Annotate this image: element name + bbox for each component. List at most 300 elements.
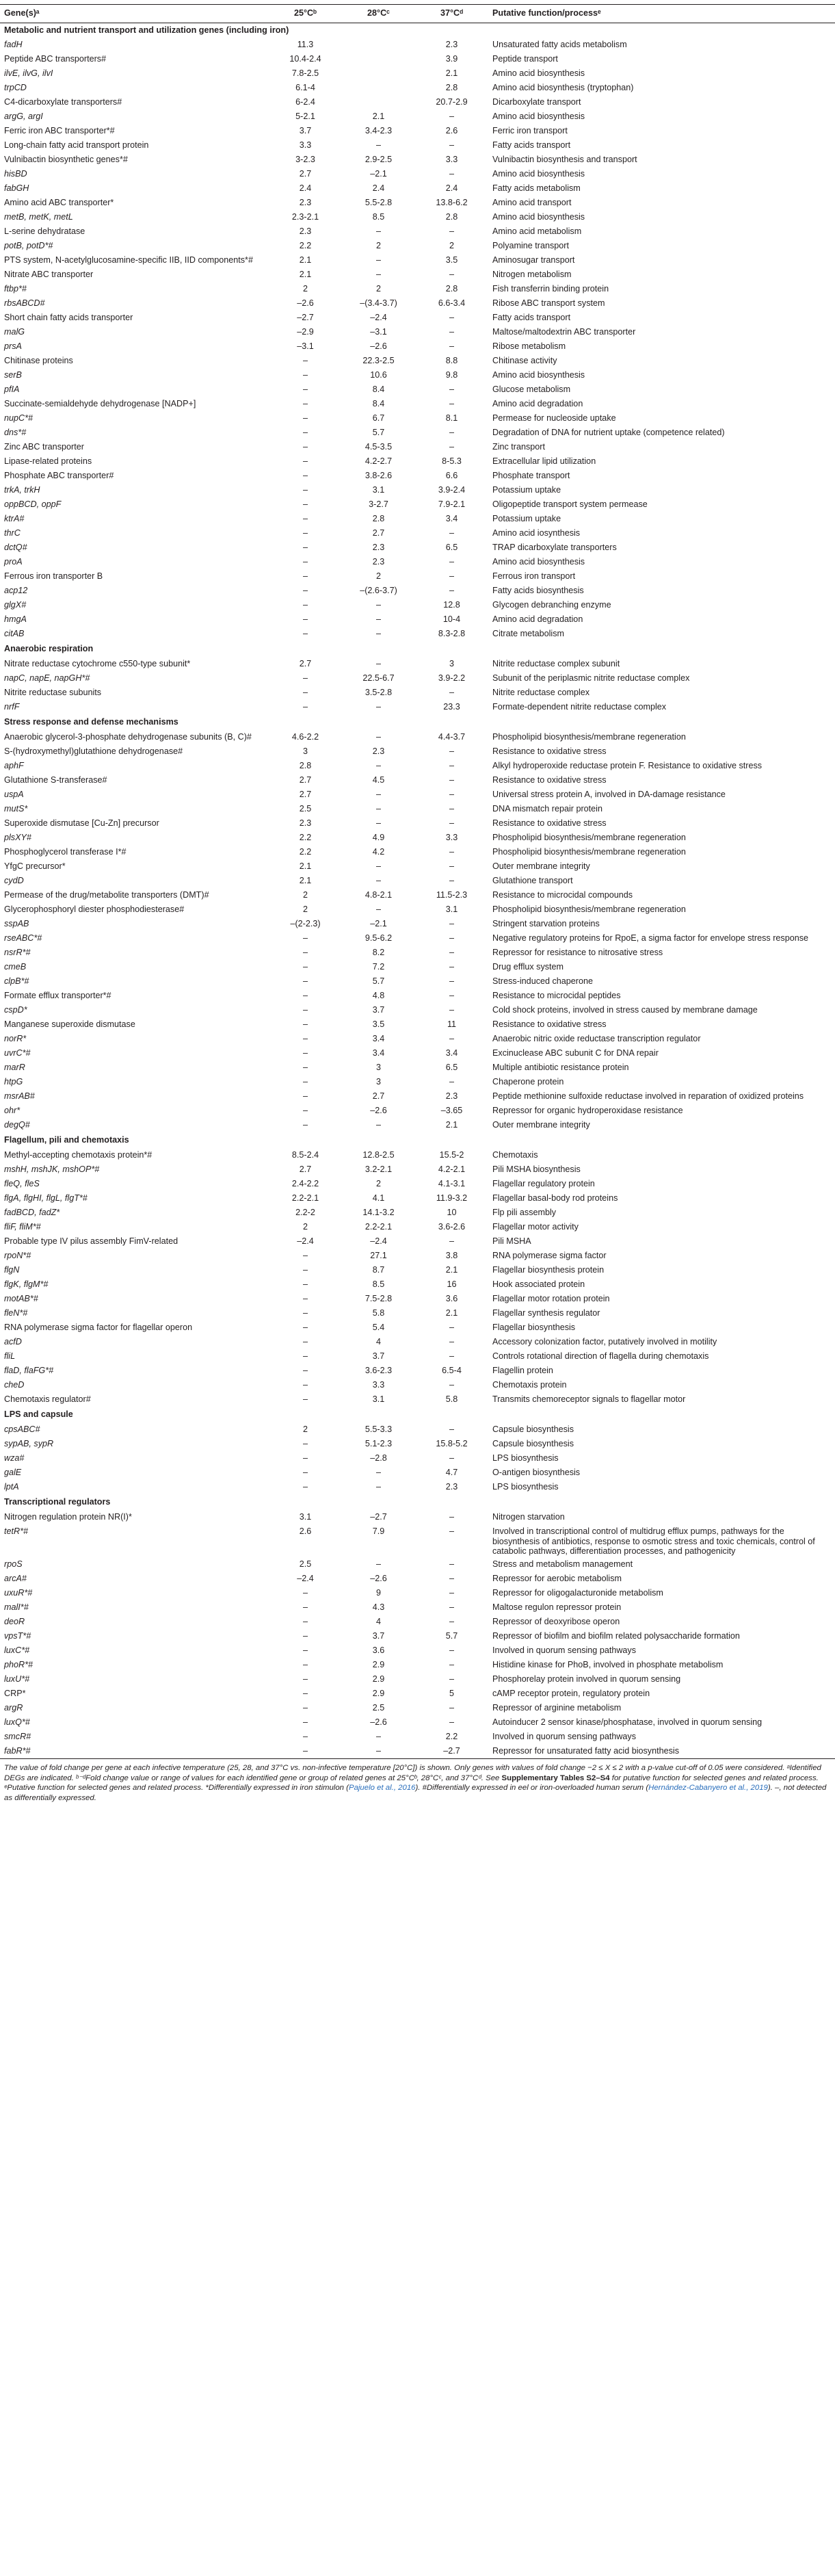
fold-change-25c: 2.6 — [299, 1526, 312, 1537]
function-cell: Alkyl hydroperoxide reductase protein F. Resistance to oxidative stress — [492, 761, 763, 771]
fold-change-25c: – — [302, 413, 308, 424]
function-cell: Resistance to microcidal compounds — [492, 890, 633, 900]
fold-change-25c: – — [302, 356, 308, 366]
fold-change-28c: – — [375, 702, 381, 712]
fold-change-25c: – — [302, 1587, 308, 1598]
function-cell: Repressor for organic hydroperoxidase resistance — [492, 1106, 683, 1116]
gene-cell: wza# — [4, 1453, 25, 1463]
footnote-ref-hernandez[interactable]: Hernández-Cabanyero et al., 2019 — [648, 1784, 768, 1793]
header-37c: 37°Cᵈ — [415, 5, 488, 23]
fold-change-25c: –2.7 — [297, 313, 314, 323]
function-cell: Maltose regulon repressor protein — [492, 1602, 622, 1612]
fold-change-28c: – — [375, 659, 381, 669]
table-row — [0, 1004, 835, 1018]
fold-change-37c: – — [449, 169, 454, 179]
fold-change-37c: 2.3 — [445, 1091, 458, 1102]
fold-change-37c: – — [449, 1717, 454, 1727]
table-row — [0, 686, 835, 701]
fold-change-25c: 2.3-2.1 — [291, 212, 319, 222]
fold-change-37c: – — [449, 1559, 454, 1569]
fold-change-25c: – — [302, 1616, 308, 1626]
gene-cell: Formate efflux transporter*# — [4, 991, 111, 1001]
fold-change-28c: 2.3 — [372, 543, 385, 553]
table-row — [0, 211, 835, 225]
function-cell: Peptide transport — [492, 54, 558, 64]
fold-change-28c: –2.7 — [370, 1512, 387, 1522]
header-function: Putative function/processᵉ — [488, 5, 835, 23]
table-row — [0, 1730, 835, 1745]
gene-cell: fleQ, fleS — [4, 1179, 40, 1189]
gene-cell: RNA polymerase sigma factor for flagellar operon — [4, 1323, 193, 1333]
fold-change-37c: – — [449, 442, 454, 452]
table-row — [0, 326, 835, 340]
fold-change-37c: – — [449, 976, 454, 987]
fold-change-37c: 6.6-3.4 — [438, 298, 466, 309]
function-cell: Excinuclease ABC subunit C for DNA repair — [492, 1048, 659, 1058]
fold-change-28c: 4 — [375, 1337, 381, 1347]
table-row — [0, 110, 835, 125]
table-row — [0, 584, 835, 599]
table-row — [0, 1321, 835, 1336]
fold-change-25c: 4.6-2.2 — [291, 732, 319, 742]
fold-change-25c: – — [302, 471, 308, 481]
fold-change-37c: 6.5 — [445, 543, 458, 553]
fold-change-37c: – — [449, 1337, 454, 1347]
function-cell: Aminosugar transport — [492, 255, 575, 265]
gene-cell: arcA# — [4, 1573, 27, 1583]
fold-change-37c: 23.3 — [443, 702, 460, 712]
fold-change-28c: 2.2-2.1 — [365, 1222, 393, 1232]
fold-change-37c: 12.8 — [443, 600, 460, 610]
gene-cell: Phosphate ABC transporter# — [4, 471, 114, 481]
fold-change-28c: 8.5 — [372, 212, 385, 222]
function-cell: Amino acid iosynthesis — [492, 528, 581, 538]
fold-change-25c: 2.7 — [299, 659, 312, 669]
footnote-mid: ). #Differentially expressed in eel or iron-overloaded human serum ( — [415, 1784, 649, 1793]
footnote-ref-pajuelo[interactable]: Pajuelo et al., 2016 — [348, 1784, 416, 1793]
function-cell: Resistance to oxidative stress — [492, 775, 607, 785]
fold-change-25c: – — [302, 962, 308, 972]
fold-change-37c: 3.1 — [445, 905, 458, 915]
fold-change-25c: – — [302, 1005, 308, 1015]
table-row — [0, 556, 835, 570]
fold-change-25c: 2.7 — [299, 790, 312, 800]
table-row — [0, 225, 835, 239]
fold-change-37c: 4.1-3.1 — [438, 1179, 466, 1189]
fold-change-25c: – — [302, 614, 308, 625]
fold-change-28c: – — [375, 761, 381, 771]
fold-change-37c: 5 — [449, 1688, 454, 1698]
table-row — [0, 1644, 835, 1658]
function-cell: Formate-dependent nitrite reductase complex — [492, 702, 667, 712]
table-row — [0, 1307, 835, 1321]
function-cell: Phosphorelay protein involved in quorum sensing — [492, 1674, 681, 1684]
fold-change-37c: 3.9 — [445, 54, 458, 64]
fold-change-25c: – — [302, 1674, 308, 1684]
fold-change-37c: 2.1 — [445, 68, 458, 79]
gene-cell: YfgC precursor* — [4, 861, 66, 872]
gene-cell: Manganese superoxide dismutase — [4, 1019, 135, 1030]
gene-cell: trkA, trkH — [4, 485, 40, 495]
fold-change-25c: 6.1-4 — [295, 83, 315, 93]
fold-change-37c: 3.9-2.4 — [438, 485, 466, 495]
fold-change-37c: – — [449, 847, 454, 857]
table-row — [0, 354, 835, 369]
fold-change-25c: – — [302, 1602, 308, 1612]
degs-table — [0, 4, 835, 1759]
gene-cell: aphF — [4, 761, 24, 771]
fold-change-28c: – — [375, 1731, 381, 1741]
fold-change-37c: – — [449, 140, 454, 151]
fold-change-25c: – — [302, 1468, 308, 1478]
gene-cell: fabGH — [4, 183, 29, 194]
gene-cell: pfIA — [4, 385, 20, 395]
function-cell: Permease for nucleoside uptake — [492, 413, 616, 424]
fold-change-37c: – — [449, 270, 454, 280]
footnote-main: The value of fold change per gene at each infective temperature (25, 28, and 37°C vs. non-infective temperature [20°C]) is shown. Only genes with values of fold change −2 ≤ X ≤ 2 with a p-value cut-off of 0.05 were considered. ᵃIdentified DEGs are indicated. ᵇ⁻ᵈFold change value or range of values for each identified gene or group of related genes at 25°Cᵇ, 28°Cᶜ, and 37°Cᵈ. See — [4, 1764, 821, 1782]
gene-cell: ftbp*# — [4, 284, 27, 294]
gene-cell: Anaerobic glycerol-3-phosphate dehydrogenase subunits (B, C)# — [4, 732, 252, 742]
fold-change-25c: 3.1 — [299, 1512, 312, 1522]
table-row — [0, 1104, 835, 1119]
table-row — [0, 168, 835, 182]
gene-cell: dns*# — [4, 428, 27, 438]
table-row — [0, 1090, 835, 1104]
fold-change-37c: 2.1 — [445, 1265, 458, 1275]
fold-change-28c: 3.7 — [372, 1005, 385, 1015]
gene-cell: flaD, flaFG*# — [4, 1366, 54, 1376]
fold-change-37c: – — [449, 112, 454, 122]
table-row — [0, 1018, 835, 1032]
function-cell: Unsaturated fatty acids metabolism — [492, 40, 627, 50]
table-row — [0, 1393, 835, 1407]
gene-cell: rpoS — [4, 1559, 23, 1569]
fold-change-25c: 3.7 — [299, 126, 312, 136]
fold-change-28c: 2 — [375, 571, 381, 582]
function-cell: O-antigen biosynthesis — [492, 1468, 581, 1478]
fold-change-28c: 2.1 — [372, 112, 385, 122]
table-row — [0, 1192, 835, 1206]
fold-change-28c: 4.8 — [372, 991, 385, 1001]
fold-change-28c: 3.3 — [372, 1380, 385, 1390]
gene-cell: mutS* — [4, 804, 28, 814]
fold-change-25c: – — [302, 456, 308, 467]
table-row — [0, 340, 835, 354]
gene-cell: uvrC*# — [4, 1048, 31, 1058]
fold-change-28c — [342, 96, 415, 110]
fold-change-37c: 3.3 — [445, 155, 458, 165]
gene-cell: Glutathione S-transferase# — [4, 775, 107, 785]
function-cell: Flagellar basal-body rod proteins — [492, 1193, 618, 1204]
table-row — [0, 1364, 835, 1379]
fold-change-25c: 3.3 — [299, 140, 312, 151]
fold-change-37c: – — [449, 1526, 454, 1537]
function-cell: Resistance to oxidative stress — [492, 1019, 607, 1030]
function-cell: Repressor for resistance to nitrosative stress — [492, 948, 663, 958]
fold-change-28c: –2.8 — [370, 1453, 387, 1463]
fold-change-37c: 13.8-6.2 — [436, 198, 468, 208]
fold-change-25c: – — [302, 1688, 308, 1698]
table-row — [0, 975, 835, 989]
fold-change-28c: 4.5-3.5 — [365, 442, 393, 452]
table-row — [0, 67, 835, 81]
fold-change-28c: –2.4 — [370, 313, 387, 323]
table-row — [0, 1047, 835, 1061]
function-cell: RNA polymerase sigma factor — [492, 1251, 607, 1261]
gene-cell: oppBCD, oppF — [4, 499, 62, 510]
fold-change-25c: 8.5-2.4 — [291, 1150, 319, 1160]
function-cell: Hook associated protein — [492, 1279, 585, 1290]
fold-change-25c: 2.7 — [299, 1165, 312, 1175]
fold-change-28c: 4.1 — [372, 1193, 385, 1204]
fold-change-25c: – — [302, 991, 308, 1001]
fold-change-28c — [342, 38, 415, 53]
function-cell: Negative regulatory proteins for RpoE, a sigma factor for envelope stress response — [492, 933, 809, 944]
fold-change-25c: – — [302, 1251, 308, 1261]
group-header-row — [0, 1407, 835, 1423]
table-row — [0, 512, 835, 527]
function-cell: Involved in quorum sensing pathways — [492, 1731, 637, 1741]
group-title: Flagellum, pili and chemotaxis — [4, 1135, 129, 1145]
function-cell: Glucose metabolism — [492, 385, 571, 395]
gene-cell: uspA — [4, 790, 24, 800]
function-cell: Phospholipid biosynthesis/membrane regeneration — [492, 847, 686, 857]
fold-change-37c: 2.3 — [445, 40, 458, 50]
function-cell: Repressor for oligogalacturonide metabolism — [492, 1587, 663, 1598]
table-row — [0, 1702, 835, 1716]
fold-change-37c: – — [449, 933, 454, 944]
table-row — [0, 1745, 835, 1759]
fold-change-25c: –2.9 — [297, 327, 314, 337]
footnote-supplementary-link[interactable]: Supplementary Tables S2–S4 — [501, 1773, 610, 1782]
fold-change-28c: 8.5 — [372, 1279, 385, 1290]
function-cell: Amino acid biosynthesis — [492, 68, 585, 79]
gene-cell: nsrR*# — [4, 948, 31, 958]
table-row — [0, 570, 835, 584]
fold-change-37c: –2.7 — [415, 1745, 488, 1759]
function-cell: Flagellar biosynthesis — [492, 1323, 576, 1333]
fold-change-37c: – — [449, 962, 454, 972]
fold-change-28c: 8.4 — [372, 385, 385, 395]
gene-cell: S-(hydroxymethyl)glutathione dehydrogenase# — [4, 746, 183, 757]
function-cell: Potassium uptake — [492, 514, 561, 524]
gene-cell: acp12 — [4, 586, 28, 596]
fold-change-28c: 2.3 — [372, 746, 385, 757]
function-cell: Stress-induced chaperone — [492, 976, 594, 987]
function-cell: Pili MSHA — [492, 1236, 531, 1247]
gene-cell: Methyl-accepting chemotaxis protein*# — [4, 1150, 153, 1160]
function-cell: Universal stress protein A, involved in DA-damage resistance — [492, 790, 726, 800]
fold-change-25c: – — [302, 688, 308, 698]
table-row — [0, 1558, 835, 1572]
fold-change-37c: – — [449, 1573, 454, 1583]
fold-change-28c: 8.7 — [372, 1265, 385, 1275]
table-row — [0, 484, 835, 498]
fold-change-25c: – — [302, 543, 308, 553]
fold-change-37c: 4.7 — [445, 1468, 458, 1478]
fold-change-37c: – — [449, 861, 454, 872]
gene-cell: deoR — [4, 1616, 25, 1626]
table-row — [0, 1437, 835, 1452]
fold-change-37c: 2.8 — [445, 284, 458, 294]
gene-cell: Long-chain fatty acid transport protein — [4, 140, 149, 151]
fold-change-25c: 2.1 — [299, 876, 312, 886]
fold-change-28c: 2.9 — [372, 1659, 385, 1669]
fold-change-37c: – — [449, 1034, 454, 1044]
fold-change-28c: 4.8-2.1 — [365, 890, 393, 900]
table-row — [0, 627, 835, 642]
fold-change-25c: 2.4-2.2 — [291, 1179, 319, 1189]
table-row — [0, 1572, 835, 1587]
function-cell: Histidine kinase for PhoB, involved in phosphate metabolism — [492, 1659, 724, 1669]
function-cell: Accessory colonization factor, putatively involved in motility — [492, 1337, 717, 1347]
fold-change-37c: 2.8 — [445, 212, 458, 222]
gene-cell: galE — [4, 1468, 22, 1478]
table-row — [0, 1178, 835, 1192]
table-row — [0, 1163, 835, 1178]
group-header-row — [0, 1133, 835, 1149]
fold-change-25c: – — [302, 442, 308, 452]
group-title: Transcriptional regulators — [4, 1497, 111, 1507]
fold-change-28c: 6.7 — [372, 413, 385, 424]
fold-change-25c: 2.7 — [299, 169, 312, 179]
fold-change-28c: 3.5-2.8 — [365, 688, 393, 698]
fold-change-28c: 5.1-2.3 — [365, 1439, 393, 1449]
function-cell: Citrate metabolism — [492, 629, 564, 639]
table-row — [0, 613, 835, 627]
fold-change-37c: 3.4 — [445, 1048, 458, 1058]
table-row — [0, 96, 835, 110]
fold-change-28c: 4 — [375, 1616, 381, 1626]
gene-cell: malI*# — [4, 1602, 29, 1612]
fold-change-25c: – — [302, 1380, 308, 1390]
fold-change-28c: 2.3 — [372, 557, 385, 567]
fold-change-25c: – — [302, 1106, 308, 1116]
function-cell: Ferric iron transport — [492, 126, 568, 136]
table-row — [0, 788, 835, 803]
fold-change-37c: 9.8 — [445, 370, 458, 380]
fold-change-37c: 20.7-2.9 — [436, 97, 468, 107]
table-row — [0, 1076, 835, 1090]
function-cell: Amino acid biosynthesis — [492, 169, 585, 179]
fold-change-28c: – — [375, 614, 381, 625]
fold-change-28c: 5.8 — [372, 1308, 385, 1318]
fold-change-37c: – — [449, 1380, 454, 1390]
gene-cell: Lipase-related proteins — [4, 456, 92, 467]
fold-change-25c: –2.4 — [297, 1573, 314, 1583]
fold-change-25c: 2 — [302, 1222, 308, 1232]
fold-change-25c: 3-2.3 — [295, 155, 315, 165]
fold-change-25c: – — [302, 586, 308, 596]
function-cell: Chitinase activity — [492, 356, 557, 366]
function-cell: Capsule biosynthesis — [492, 1424, 574, 1435]
fold-change-37c: – — [449, 804, 454, 814]
table-row — [0, 412, 835, 426]
fold-change-37c: 15.8-5.2 — [436, 1439, 468, 1449]
fold-change-28c: 9.5-6.2 — [365, 933, 393, 944]
fold-change-28c: 2.9 — [372, 1688, 385, 1698]
fold-change-28c: 14.1-3.2 — [362, 1208, 395, 1218]
gene-cell: hmgA — [4, 614, 27, 625]
fold-change-25c: – — [269, 1745, 342, 1759]
fold-change-37c: – — [449, 876, 454, 886]
function-cell: Resistance to oxidative stress — [492, 746, 607, 757]
group-title: Stress response and defense mechanisms — [4, 717, 178, 727]
fold-change-28c — [342, 53, 415, 67]
gene-cell: plsXY# — [4, 833, 31, 843]
table-row — [0, 1032, 835, 1047]
function-cell: Flagellar regulatory protein — [492, 1179, 595, 1189]
gene-cell: ohr* — [4, 1106, 21, 1116]
fold-change-28c: 7.9 — [372, 1526, 385, 1537]
table-row — [0, 1350, 835, 1364]
gene-cell: luxU*# — [4, 1674, 30, 1684]
table-row — [0, 53, 835, 67]
fold-change-28c: 7.2 — [372, 962, 385, 972]
gene-cell: fadBCD, fadZ* — [4, 1208, 60, 1218]
fold-change-28c: 3.4 — [372, 1048, 385, 1058]
fold-change-25c: – — [302, 571, 308, 582]
gene-cell: Nitrogen regulation protein NR(I)* — [4, 1512, 132, 1522]
function-cell: Nitrite reductase complex — [492, 688, 590, 698]
table-row — [0, 297, 835, 311]
table-row — [0, 989, 835, 1004]
table-row — [0, 541, 835, 556]
fold-change-37c: 3.3 — [445, 833, 458, 843]
fold-change-28c: – — [375, 1559, 381, 1569]
fold-change-25c: 2.1 — [299, 255, 312, 265]
fold-change-37c: – — [449, 775, 454, 785]
fold-change-25c: – — [302, 499, 308, 510]
fold-change-25c: 5-2.1 — [295, 112, 315, 122]
function-cell: Outer membrane integrity — [492, 861, 590, 872]
gene-cell: fliF, fliM*# — [4, 1222, 41, 1232]
fold-change-25c: –(2-2.3) — [290, 919, 321, 929]
fold-change-25c: 3 — [302, 746, 308, 757]
gene-cell: fliL — [4, 1351, 16, 1362]
group-title: Metabolic and nutrient transport and utilization genes (including iron) — [4, 25, 289, 35]
table-header-row — [0, 5, 835, 23]
gene-cell: cmeB — [4, 962, 27, 972]
gene-cell: mshH, mshJK, mshOP*# — [4, 1165, 100, 1175]
fold-change-37c: – — [449, 327, 454, 337]
table-row — [0, 932, 835, 946]
fold-change-28c: 2.8 — [372, 514, 385, 524]
table-row — [0, 817, 835, 831]
function-cell: Subunit of the periplasmic nitrite reductase complex — [492, 673, 690, 684]
function-cell: Fatty acids biosynthesis — [492, 586, 584, 596]
gene-cell: Nitrite reductase subunits — [4, 688, 102, 698]
fold-change-28c: 3.4 — [372, 1034, 385, 1044]
gene-cell: luxC*# — [4, 1645, 30, 1655]
table-row — [0, 1673, 835, 1687]
fold-change-28c — [342, 81, 415, 96]
fold-change-25c: – — [302, 629, 308, 639]
table-row — [0, 1292, 835, 1307]
table-row — [0, 731, 835, 745]
fold-change-37c: – — [449, 1005, 454, 1015]
function-cell: Phospholipid biosynthesis/membrane regeneration — [492, 732, 686, 742]
fold-change-25c: –2.6 — [297, 298, 314, 309]
function-cell: Amino acid biosynthesis — [492, 212, 585, 222]
fold-change-25c: 2 — [302, 890, 308, 900]
fold-change-28c: 5.5-3.3 — [365, 1424, 393, 1435]
fold-change-25c: – — [302, 370, 308, 380]
function-cell: Flagellar motor rotation protein — [492, 1294, 610, 1304]
table-row — [0, 1481, 835, 1495]
table-row — [0, 398, 835, 412]
fold-change-25c: 2.2 — [299, 241, 312, 251]
